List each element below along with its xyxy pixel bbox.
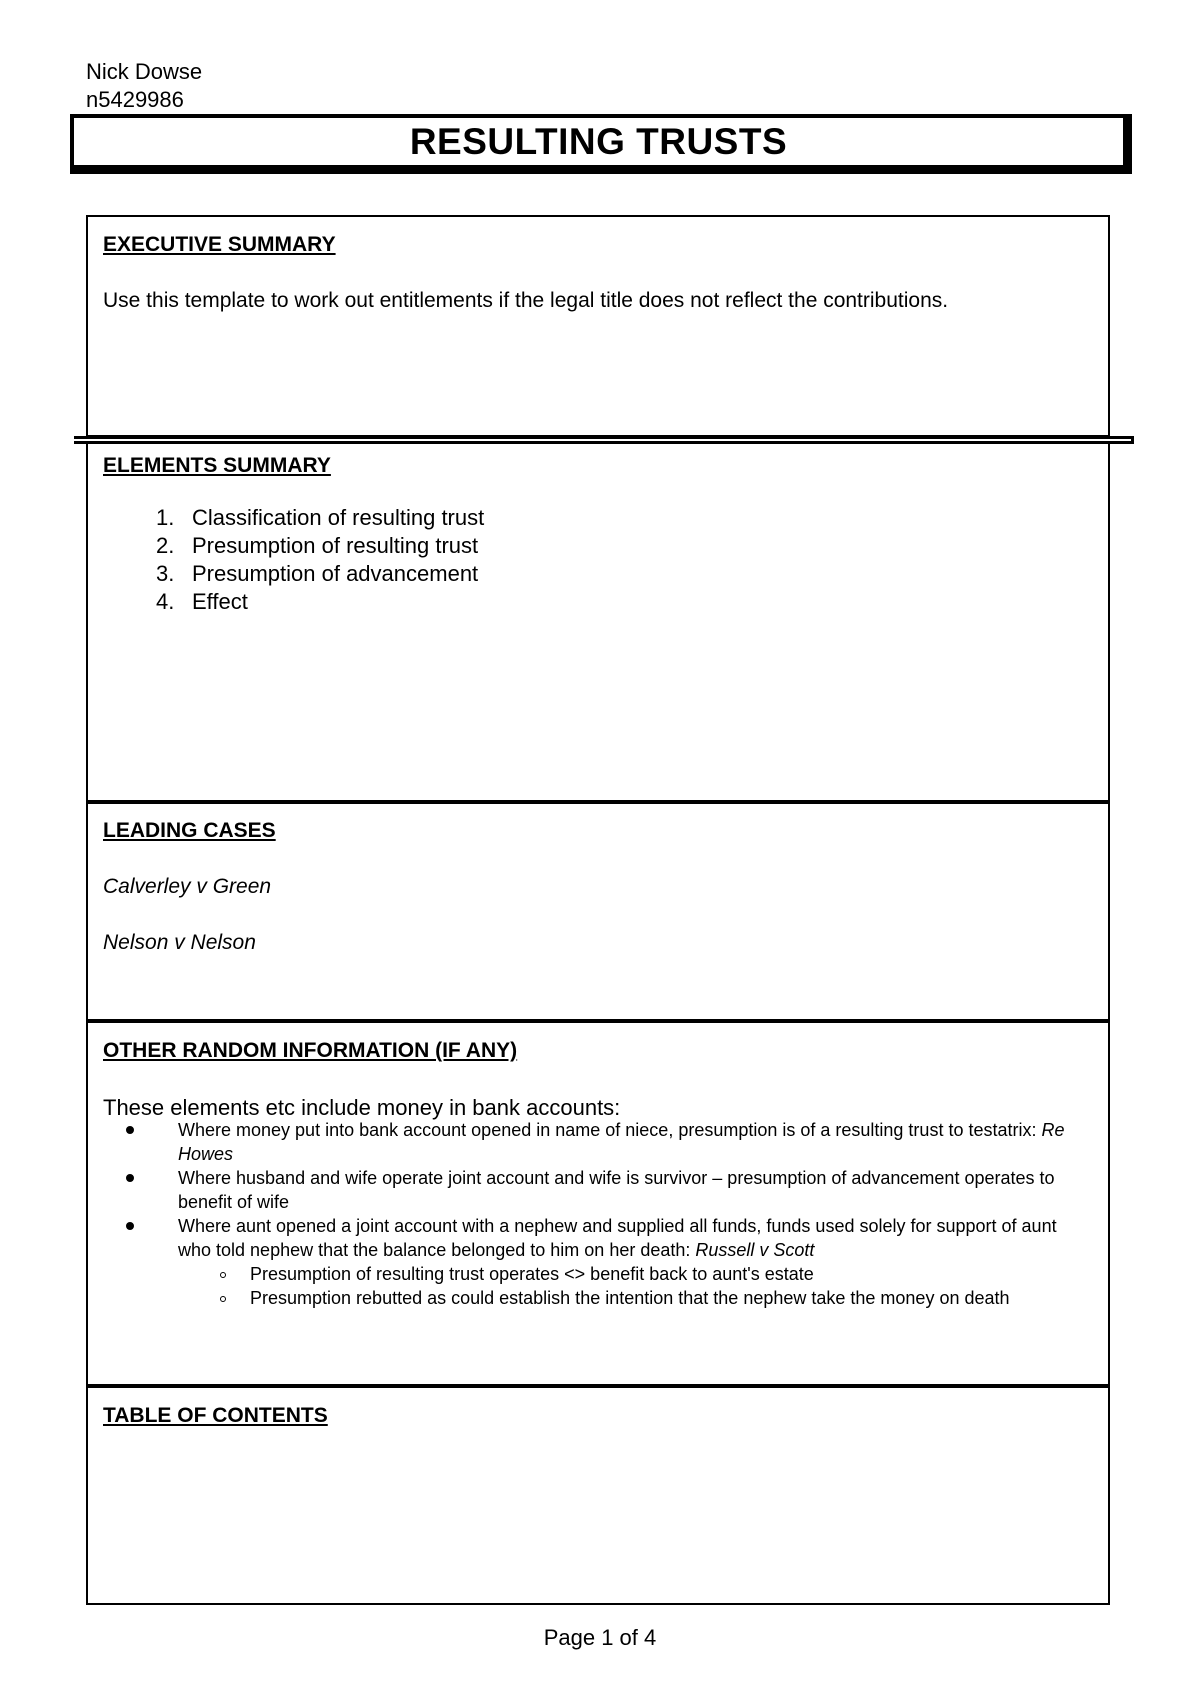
author-block [86, 58, 202, 114]
bullet-item: Where husband and wife operate joint account and wife is survivor – presumption of advancement operates to benefit of wife [126, 1166, 1076, 1214]
other-info-heading: OTHER RANDOM INFORMATION (IF ANY) [103, 1039, 518, 1062]
other-info-section [86, 1021, 1110, 1386]
bullet-item: Where money put into bank account opened in name of niece, presumption is of a resulting trust to testatrix: Re Howes [126, 1118, 1076, 1166]
case-name: Calverley v Green [103, 875, 272, 898]
other-info-bullets [126, 1118, 1076, 1310]
elements-summary-section [86, 444, 1110, 802]
bullet-dot-icon [126, 1126, 134, 1134]
other-info-intro: These elements etc include money in bank accounts: [103, 1095, 621, 1120]
sub-bullets [178, 1262, 1076, 1310]
sub-bullet-item: Presumption rebutted as could establish the intention that the nephew take the money on death [178, 1286, 1076, 1310]
sub-bullet-item: Presumption of resulting trust operates <> benefit back to aunt's estate [178, 1262, 1076, 1286]
title-box [70, 114, 1132, 174]
author-name: Nick Dowse [86, 59, 203, 84]
executive-summary-text: Use this template to work out entitlements if the legal title does not reflect the contributions. [103, 289, 949, 312]
executive-summary-section [86, 215, 1110, 437]
table-of-contents-heading: TABLE OF CONTENTS [103, 1404, 328, 1427]
list-item: 2. Presumption of resulting trust [156, 533, 479, 558]
case-name: Nelson v Nelson [103, 931, 256, 954]
bullet-dot-icon [126, 1222, 134, 1230]
list-item: 1. Classification of resulting trust [156, 505, 485, 530]
executive-summary-heading: EXECUTIVE SUMMARY [103, 233, 336, 256]
bullet-circle-icon [220, 1296, 226, 1302]
list-item: 4. Effect [156, 589, 248, 614]
elements-list [156, 504, 484, 616]
table-of-contents-section [86, 1386, 1110, 1605]
leading-cases-heading: LEADING CASES [103, 819, 276, 842]
leading-cases-section [86, 802, 1110, 1021]
list-item: 3. Presumption of advancement [156, 561, 479, 586]
student-id: n5429986 [86, 87, 184, 112]
bullet-item: Where aunt opened a joint account with a nephew and supplied all funds, funds used solely for support of aunt who told nephew that the balance belonged to him on her death: Russell v Scott Presumption of resulting trust operates <> benefit back to aunt's estate Presumption rebutted as could establish the intention that the nephew take the money on death [126, 1214, 1076, 1310]
elements-summary-heading: ELEMENTS SUMMARY [103, 454, 331, 477]
bullet-dot-icon [126, 1174, 134, 1182]
section-divider [74, 436, 1134, 444]
page-title: RESULTING TRUSTS [409, 120, 788, 162]
bullet-circle-icon [220, 1272, 226, 1278]
page-number: Page 1 of 4 [543, 1625, 657, 1650]
